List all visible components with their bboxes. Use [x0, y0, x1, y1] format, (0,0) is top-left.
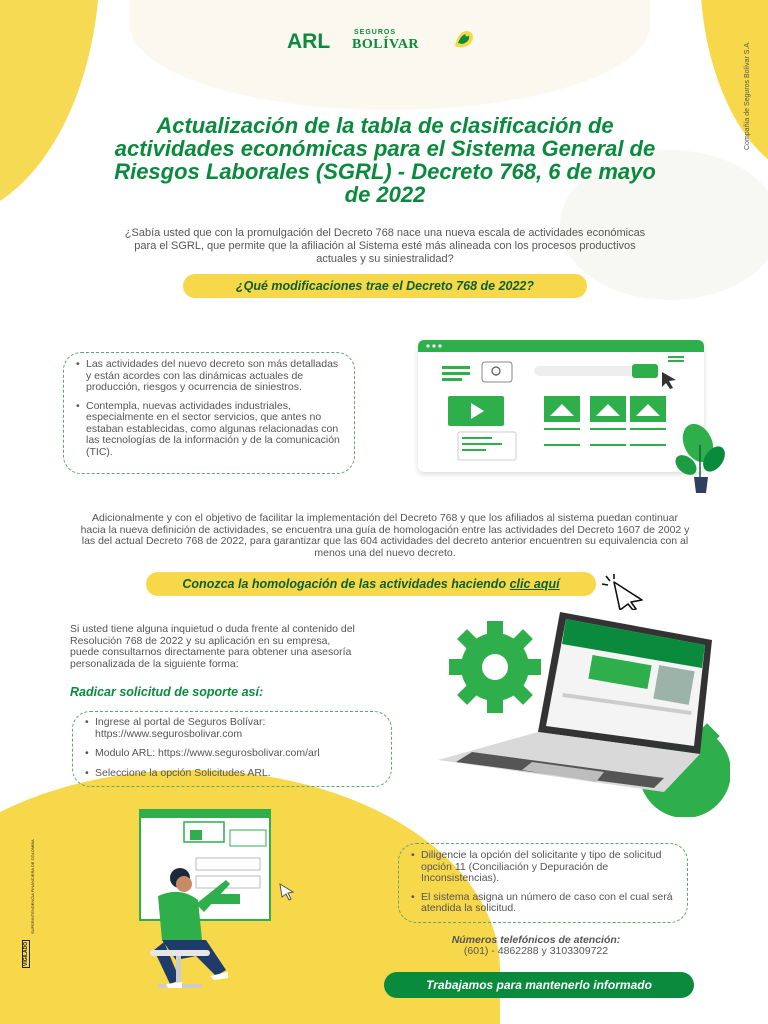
changes-box: [63, 352, 355, 474]
page-title: Actualización de la tabla de clasificación de actividades económicas para el Sistema General de Riesgos Laborales (SGRL) - Decreto 768, 6 de mayo de 2022: [114, 113, 656, 207]
question-banner: ¿Qué modificaciones trae el Decreto 768 de 2022?: [183, 274, 587, 298]
closing-banner: Trabajamos para mantenerlo informado: [384, 972, 694, 998]
background-arc: [130, 0, 650, 110]
phones-title: Números telefónicos de atención:: [451, 934, 621, 946]
bolivar-logo-icon: [452, 28, 476, 50]
plant-icon: [670, 415, 730, 495]
homologation-banner: [146, 572, 596, 596]
list-item: • Ingrese al portal de Seguros Bolívar: https://www.segurosbolivar.com: [85, 717, 381, 740]
superfinanciera-text: [30, 894, 35, 934]
list-item: • El sistema asigna un número de caso con el cual será atendida la solicitud.: [411, 892, 677, 915]
homologation-banner-text: Conozca la homologación de las actividades haciendo: [182, 577, 510, 591]
arl-logo: ARL: [287, 30, 331, 53]
browser-illustration: [418, 340, 704, 472]
homologation-paragraph: Adicionalmente y con el objetivo de facilitar la implementación del Decreto 768 y que los afiliados al sistema puedan continuar hacia la nueva definición de actividades, se encuentra una guía de homologación entre las actividades del Decreto 1607 de 2002 y las del actual Decreto 768 de 2022, para garantizar que las 604 actividades del decreto anterior encuentren su equivalencia con al menos una del nuevo decreto.: [80, 512, 690, 559]
laptop-illustration: [420, 612, 730, 817]
list-item: • Seleccione la opción Solicitudes ARL.: [85, 768, 381, 780]
brand-name: BOLÍVAR: [352, 37, 420, 52]
steps-box-b: [398, 843, 688, 923]
yellow-corner-right: [700, 0, 768, 180]
support-heading: Radicar solicitud de soporte así:: [70, 685, 264, 699]
list-item: • Contempla, nuevas actividades industriales, especialmente en el sector servicios, que antes no estaban establecidas, como algunas relacionadas con las tecnologías de la información y de la comunicación (TIC).: [76, 401, 344, 459]
click-cursor-icon: [598, 572, 648, 610]
intro-paragraph: ¿Sabía usted que con la promulgación del Decreto 768 nace una nueva escala de actividades económicas para el SGRL, que permite que la afiliación al Sistema esté más alineada con los procesos productivos actuales y su siniestralidad?: [124, 227, 646, 265]
vigilado-badge: VIGILADO: [23, 941, 29, 966]
steps-box-a: [72, 711, 392, 787]
legal-side-text: Compañía de Seguros Bolívar S.A.: [744, 41, 751, 150]
list-item: • Modulo ARL: https://www.segurosbolivar.com/arl: [85, 748, 381, 760]
list-item: • Diligencie la opción del solicitante y tipo de solicitud opción 11 (Conciliación y Depuración de Inconsistencias).: [411, 850, 677, 885]
support-paragraph: Si usted tiene alguna inquietud o duda frente al contenido del Resolución 768 de 2022 y su aplicación en su empresa, puede consultarnos directamente para obtener una asesoría personalizada de la siguiente forma:: [70, 623, 355, 670]
phone-numbers: (601) - 4862288 y 3103309722: [463, 945, 609, 957]
brand-small-text: SEGUROS: [354, 29, 397, 36]
browser-content-illustration: [418, 340, 704, 472]
person-at-screen-illustration: [110, 800, 300, 1000]
yellow-corner-left: [0, 0, 100, 220]
list-item: • Las actividades del nuevo decreto son más detalladas y están acordes con las dinámicas actuales de producción, riesgos y ocurrencia de siniestros.: [76, 359, 344, 394]
click-here-link[interactable]: clic aquí: [509, 577, 560, 591]
